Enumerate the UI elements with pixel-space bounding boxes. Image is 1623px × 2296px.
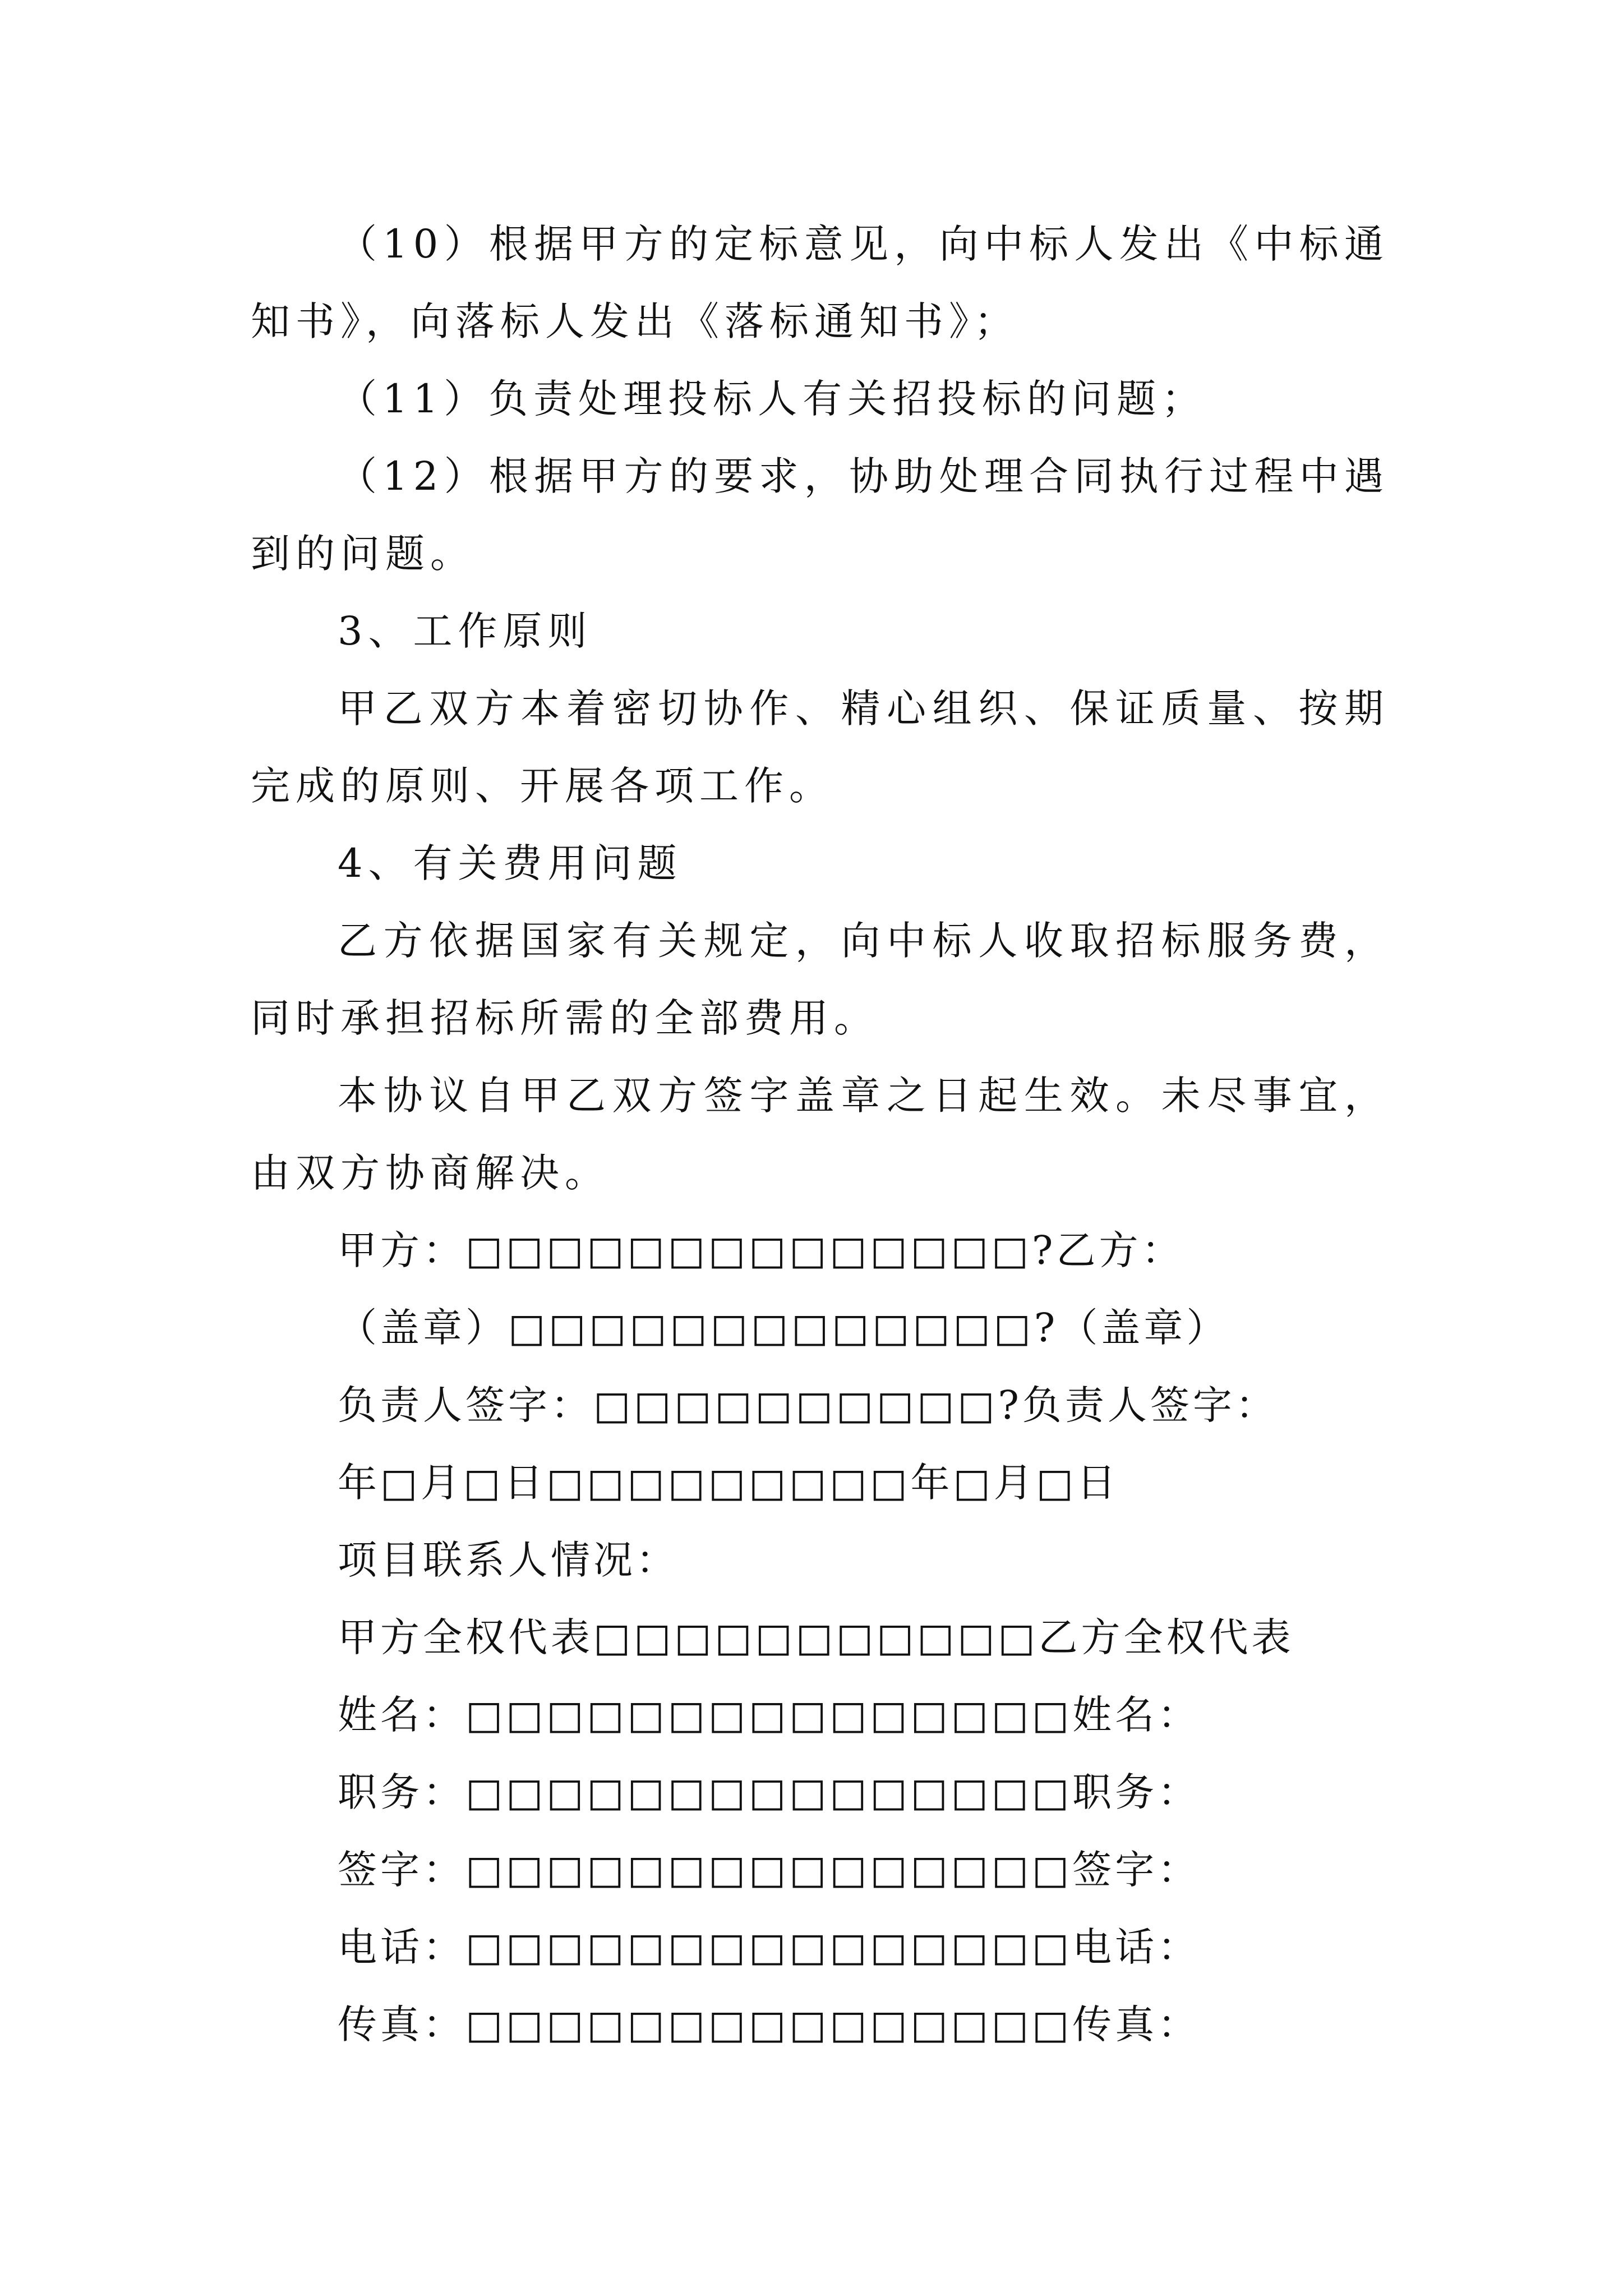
contact-line-representative: 甲方全权代表□□□□□□□□□□□乙方全权代表 xyxy=(338,1614,1294,1660)
paragraph-item-11: （11）负责处理投标人有关招投标的问题； xyxy=(338,376,1207,422)
signature-line-party: 甲方：□□□□□□□□□□□□□□?乙方： xyxy=(338,1227,1184,1273)
section-heading-work-principles: 3、工作原则 xyxy=(338,608,593,654)
contact-line-position: 职务：□□□□□□□□□□□□□□□职务： xyxy=(338,1769,1201,1815)
document-body xyxy=(251,205,1389,2063)
contact-heading: 项目联系人情况： xyxy=(338,1537,679,1583)
paragraph-item-10: （10）根据甲方的定标意见，向中标人发出《中标通知书》，向落标人发出《落标通知书》； xyxy=(251,221,1389,344)
signature-line-date: 年□月□日□□□□□□□□□年□月□日 xyxy=(338,1460,1119,1506)
contact-line-phone: 电话：□□□□□□□□□□□□□□□电话： xyxy=(338,1924,1201,1970)
signature-line-responsible: 负责人签字：□□□□□□□□□□?负责人签字： xyxy=(338,1382,1278,1428)
paragraph-item-12: （12）根据甲方的要求，协助处理合同执行过程中遇到的问题。 xyxy=(251,453,1389,577)
paragraph-fees: 乙方依据国家有关规定，向中标人收取招标服务费，同时承担招标所需的全部费用。 xyxy=(251,918,1389,1041)
section-heading-fees: 4、有关费用问题 xyxy=(338,840,683,886)
contact-line-signature: 签字：□□□□□□□□□□□□□□□签字： xyxy=(338,1847,1201,1893)
paragraph-work-principles: 甲乙双方本着密切协作、精心组织、保证质量、按期完成的原则、开展各项工作。 xyxy=(251,685,1389,809)
signature-block xyxy=(251,1212,1389,2063)
contact-line-fax: 传真：□□□□□□□□□□□□□□□传真： xyxy=(338,2001,1201,2047)
signature-line-seal: （盖章）□□□□□□□□□□□□□?（盖章） xyxy=(338,1305,1229,1351)
paragraph-effective-clause: 本协议自甲乙双方签字盖章之日起生效。未尽事宜，由双方协商解决。 xyxy=(251,1073,1389,1196)
contact-line-name: 姓名：□□□□□□□□□□□□□□□姓名： xyxy=(338,1692,1201,1738)
